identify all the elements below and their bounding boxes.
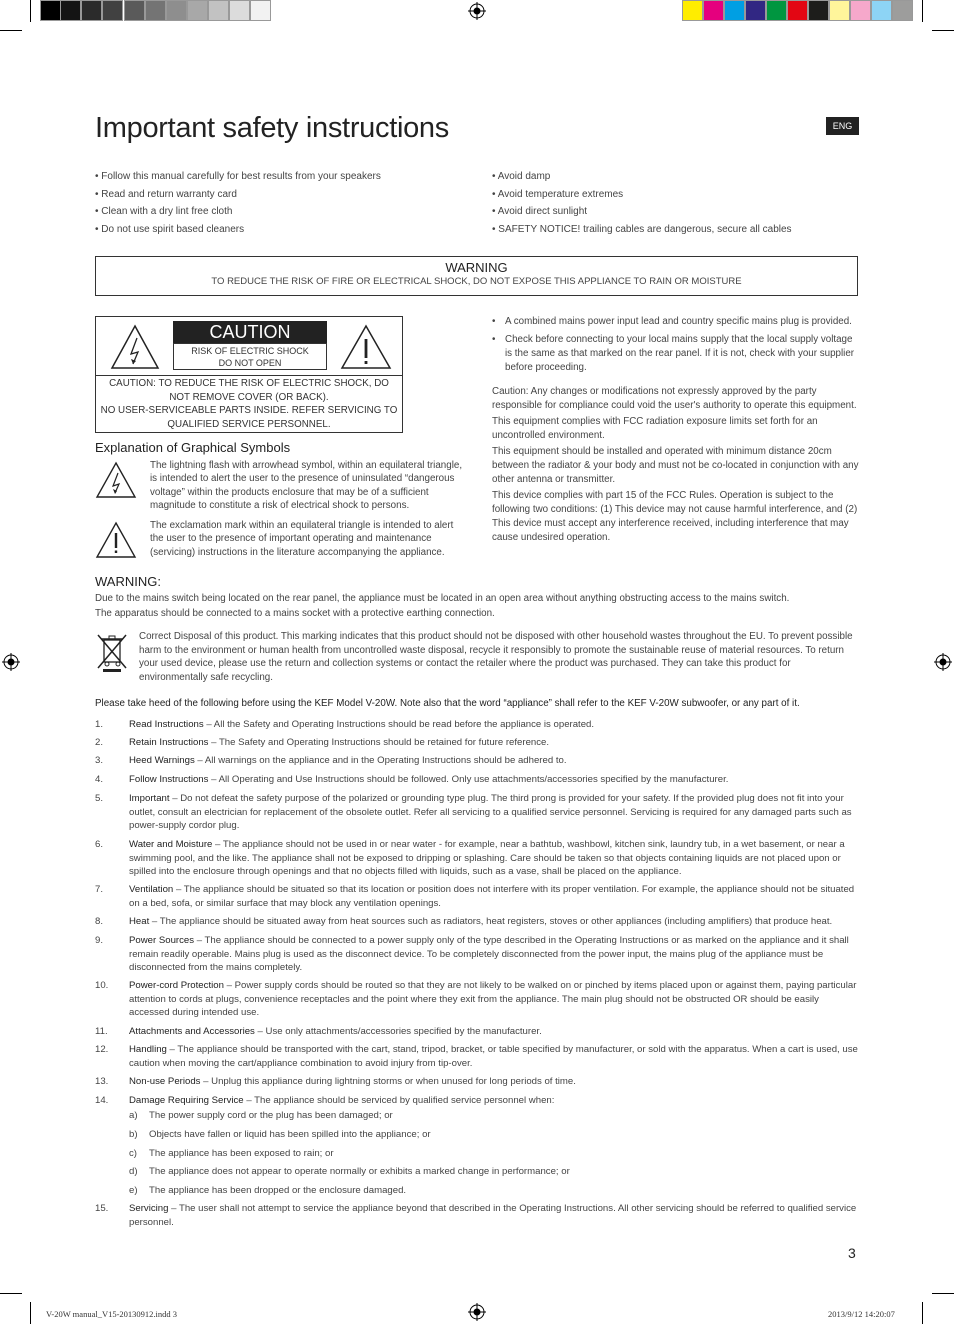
risk-label bbox=[173, 343, 327, 370]
page-number: 3 bbox=[848, 1245, 856, 1261]
bullet-item: • Check before connecting to your local mains supply that the local supply voltage is the same as that marked on the rear panel. If it is not, check with your supplier before proceeding. bbox=[492, 334, 855, 373]
intro-text: Please take heed of the following before using the KEF Model V-20W. Note also that the word “appliance” shall refer to the KEF V-20W subwoofer, or any part of it. bbox=[95, 698, 800, 709]
item-body bbox=[129, 934, 858, 975]
item-number: 8. bbox=[95, 916, 104, 927]
bullet-item: • Avoid temperature extremes bbox=[492, 188, 624, 200]
color-swatch bbox=[787, 0, 808, 21]
item-body bbox=[129, 915, 858, 929]
sub-item-letter: e) bbox=[129, 1185, 138, 1196]
color-swatch bbox=[871, 0, 892, 21]
item-text: – The appliance should be serviced by qualified service personnel when: bbox=[243, 1095, 555, 1106]
color-swatch bbox=[745, 0, 766, 21]
sub-item-text: The appliance does not appear to operate normally or exhibits a marked change in performance; or bbox=[149, 1166, 570, 1177]
fcc-paragraph: This equipment complies with FCC radiation exposure limits set forth for an uncontrolled environment. bbox=[492, 416, 818, 441]
color-swatch bbox=[682, 0, 703, 21]
item-body bbox=[129, 754, 858, 768]
item-text: – The appliance should be connected to a power supply only of the type described in the Operating Instructions or as marked on the appliance and it shall remain readily operable. Mains plug is used as the disconnect device. To be completely disconnected from the power input, the mains plug of the appliance must be disconnected from the mains completely. bbox=[129, 935, 849, 973]
item-number: 5. bbox=[95, 793, 104, 804]
general-bullets-left bbox=[95, 168, 485, 238]
mains-warning-text bbox=[95, 591, 858, 621]
item-body bbox=[129, 1043, 858, 1070]
general-bullets-right bbox=[492, 168, 858, 238]
item-text: – All warnings on the appliance and in the Operating Instructions should be adhered to. bbox=[194, 755, 567, 766]
item-text: – All Operating and Use Instructions should be followed. Only use attachments/accessories specified by the manufacturer. bbox=[208, 774, 729, 785]
bullet-item: • Avoid direct sunlight bbox=[492, 206, 588, 217]
crop-mark bbox=[30, 0, 31, 22]
item-text: – The appliance should be situated away from heat sources such as radiators, heat registers, stoves or other appliances (including amplifiers) that produce heat. bbox=[149, 916, 833, 927]
bullet-item: • Clean with a dry lint free cloth bbox=[95, 206, 233, 217]
bullet-item: • Avoid damp bbox=[492, 171, 551, 182]
item-text: – Unplug this appliance during lightning storms or when unused for long periods of time. bbox=[200, 1076, 576, 1087]
item-text: – Do not defeat the safety purpose of the polarized or grounding type plug. The third prong is provided for your safety. If the provided plug does not fit into your outlet, consult an electrician for replacement of the obsolete outlet. Refer all servicing to a qualified service personnel. Servicing is required for any damaged parts such as power-supply cordor plug. bbox=[129, 793, 852, 831]
color-swatch bbox=[829, 0, 850, 21]
gray-swatch bbox=[208, 0, 229, 21]
item-number: 9. bbox=[95, 935, 104, 946]
caution-line: CAUTION: TO REDUCE THE RISK OF ELECTRIC SHOCK, DO bbox=[109, 378, 389, 389]
sub-item-letter: a) bbox=[129, 1110, 138, 1121]
item-number: 12. bbox=[95, 1044, 109, 1055]
gray-swatch bbox=[187, 0, 208, 21]
item-text: – The appliance should be transported with the cart, stand, tripod, bracket, or table specified by manufacturer, or sold with the apparatus. When a cart is used, use caution when moving the cart/appliance combination to avoid injury from tip-over. bbox=[129, 1044, 858, 1069]
lightning-warning-icon bbox=[95, 461, 137, 499]
caution-label: CAUTION bbox=[173, 321, 327, 343]
language-badge: ENG bbox=[826, 117, 859, 135]
warning-box bbox=[95, 256, 858, 296]
item-heading: Retain Instructions bbox=[129, 737, 209, 748]
gray-swatch bbox=[102, 0, 123, 21]
color-swatch bbox=[724, 0, 745, 21]
registration-mark-icon bbox=[468, 2, 486, 20]
sub-item-letter: b) bbox=[129, 1129, 138, 1140]
item-number: 14. bbox=[95, 1095, 109, 1106]
item-text: – The appliance should not be used in or near water - for example, near a bathtub, washbowl, kitchen sink, laundry tub, in a wet basement, or near a swimming pool, and the like. The appliance shall not be exposed to dripping or splashing. Care should be taken so that objects containing liquids are not placed upon or spilled into the enclosure through openings and that no objects filled with liquids, such as a vase, shall be placed on the appliance. bbox=[129, 839, 845, 877]
page-title: Important safety instructions bbox=[95, 112, 449, 144]
bullet-item: • A combined mains power input lead and country specific mains plug is provided. bbox=[492, 316, 852, 327]
fcc-paragraph: This device complies with part 15 of the FCC Rules. Operation is subject to the following two conditions: (1) This device may not cause harmful interference, and (2) This device must accept any interference received, including interference that may cause undesired operation. bbox=[492, 490, 858, 543]
gray-swatch bbox=[250, 0, 271, 21]
warning-text: TO REDUCE THE RISK OF FIRE OR ELECTRICAL SHOCK, DO NOT EXPOSE THIS APPLIANCE TO RAIN OR MOISTURE bbox=[211, 276, 742, 287]
color-swatch bbox=[766, 0, 787, 21]
item-number: 7. bbox=[95, 884, 104, 895]
item-heading: Damage Requiring Service bbox=[129, 1095, 244, 1106]
caution-line: NOT REMOVE COVER (OR BACK). bbox=[169, 391, 329, 403]
item-heading: Non-use Periods bbox=[129, 1076, 201, 1087]
item-text: – The user shall not attempt to service the appliance beyond that described in the Operating Instructions. All other servicing should be referred to qualified service personnel. bbox=[129, 1203, 857, 1228]
bullet-item: • SAFETY NOTICE! trailing cables are dangerous, secure all cables bbox=[492, 223, 792, 235]
color-swatch bbox=[850, 0, 871, 21]
item-number: 10. bbox=[95, 980, 109, 991]
registration-mark-icon bbox=[2, 653, 20, 671]
item-heading: Heed Warnings bbox=[129, 755, 195, 766]
item-body bbox=[129, 718, 858, 732]
symbols-heading: Explanation of Graphical Symbols bbox=[95, 440, 291, 455]
item-body bbox=[129, 1075, 858, 1089]
bullet-item: • Do not use spirit based cleaners bbox=[95, 223, 245, 235]
exclamation-warning-icon bbox=[340, 324, 392, 370]
divider bbox=[96, 375, 402, 376]
registration-mark-icon bbox=[468, 1303, 486, 1321]
bullet-item: • Read and return warranty card bbox=[95, 188, 237, 200]
item-body bbox=[129, 838, 858, 879]
bullet-text: A combined mains power input lead and country specific mains plug is provided. bbox=[505, 316, 852, 327]
crop-mark bbox=[932, 30, 954, 31]
sub-item-text: The power supply cord or the plug has been damaged; or bbox=[149, 1110, 393, 1121]
warning-title: WARNING bbox=[445, 260, 508, 275]
mains-warning-line: Due to the mains switch being located on the rear panel, the appliance must be located in an open area without anything obstructing access to the mains switch. bbox=[95, 593, 790, 604]
caution-line: QUALIFIED SERVICE PERSONNEL. bbox=[167, 418, 331, 430]
lightning-warning-icon bbox=[110, 324, 160, 370]
item-body bbox=[129, 883, 858, 910]
item-text: – All the Safety and Operating Instructions should be read before the appliance is operated. bbox=[203, 719, 595, 730]
color-swatch bbox=[808, 0, 829, 21]
gray-swatch bbox=[145, 0, 166, 21]
item-text: – The appliance should be situated so that its location or position does not interfere with its proper ventilation. For example, the appliance should not be situated on a bed, sofa, or similar surface that may block any ventilation openings. bbox=[129, 884, 855, 909]
item-number: 4. bbox=[95, 774, 104, 785]
item-number: 2. bbox=[95, 737, 104, 748]
fcc-statements bbox=[492, 385, 860, 545]
fcc-paragraph: This equipment should be installed and operated with minimum distance 20cm between the radiator & your body and must not be co-located in conjunction with any other antenna or transmitter. bbox=[492, 446, 859, 485]
risk-line: DO NOT OPEN bbox=[218, 358, 282, 368]
item-heading: Important bbox=[129, 793, 170, 804]
item-text: – Use only attachments/accessories specified by the manufacturer. bbox=[254, 1026, 542, 1037]
exclamation-explanation: The exclamation mark within an equilateral triangle is intended to alert the user to the presence of important operating and maintenance (servicing) instructions in the literature accompanying the appliance. bbox=[150, 520, 454, 558]
crop-mark bbox=[922, 0, 923, 22]
sub-item-text: The appliance has been exposed to rain; or bbox=[149, 1148, 334, 1159]
caution-box bbox=[95, 316, 403, 433]
footer-file-name: V-20W manual_V15-20130912.indd 3 bbox=[46, 1309, 178, 1319]
item-heading: Handling bbox=[129, 1044, 167, 1055]
gray-swatch bbox=[124, 0, 145, 21]
color-swatch bbox=[892, 0, 913, 21]
color-swatch bbox=[703, 0, 724, 21]
item-number: 15. bbox=[95, 1203, 109, 1214]
item-heading: Servicing bbox=[129, 1203, 169, 1214]
item-heading: Power-cord Protection bbox=[129, 980, 224, 991]
item-heading: Heat bbox=[129, 916, 150, 927]
item-heading: Power Sources bbox=[129, 935, 195, 946]
crop-mark bbox=[0, 30, 22, 31]
power-bullets bbox=[492, 315, 860, 375]
bullet-item: • Follow this manual carefully for best results from your speakers bbox=[95, 171, 381, 182]
disposal-text: Correct Disposal of this product. This marking indicates that this product should not be disposed with other household wastes throughout the EU. To prevent possible harm to the environment or human health from uncontrolled waste disposal, recycle it responsibly to promote the sustainable reuse of material resources. To return your used device, please use the return and collection systems or contact the retailer where the product was purchased. They can take this product for environmentally safe recycling. bbox=[139, 631, 853, 683]
mains-warning-title: WARNING: bbox=[95, 574, 161, 589]
bullet-text: Check before connecting to your local mains supply that the local supply voltage is the same as that marked on the rear panel. If it is not, check with your supplier before proceeding. bbox=[505, 334, 855, 373]
item-text: – The Safety and Operating Instructions should be retained for future reference. bbox=[208, 737, 550, 748]
item-heading: Ventilation bbox=[129, 884, 174, 895]
gray-swatch bbox=[81, 0, 102, 21]
item-heading: Water and Moisture bbox=[129, 839, 213, 850]
sub-item-letter: d) bbox=[129, 1166, 138, 1177]
lightning-explanation: The lightning flash with arrowhead symbol, within an equilateral triangle, is intended to alert the user to the presence of uninsulated “dangerous voltage” within the products enclosure that may be of a sufficient magnitude to constitute a risk of electrical shock to persons. bbox=[150, 460, 463, 512]
crop-mark bbox=[932, 1293, 954, 1294]
item-heading: Read Instructions bbox=[129, 719, 204, 730]
item-body bbox=[129, 1094, 858, 1108]
crop-mark bbox=[0, 1293, 22, 1294]
footer-timestamp: 2013/9/12 14:20:07 bbox=[828, 1309, 895, 1319]
weee-bin-icon bbox=[95, 632, 129, 672]
item-body bbox=[129, 773, 858, 787]
item-heading: Attachments and Accessories bbox=[129, 1026, 255, 1037]
crop-mark bbox=[922, 1302, 923, 1324]
gray-swatch bbox=[40, 0, 61, 21]
caution-line: NO USER-SERVICEABLE PARTS INSIDE. REFER SERVICING TO bbox=[100, 405, 398, 416]
item-body bbox=[129, 1025, 858, 1039]
gray-swatch bbox=[60, 0, 81, 21]
exclamation-warning-icon bbox=[95, 521, 137, 559]
sub-item-text: Objects have fallen or liquid has been spilled into the appliance; or bbox=[149, 1129, 431, 1140]
gray-swatch bbox=[229, 0, 250, 21]
crop-mark bbox=[30, 1302, 31, 1324]
fcc-paragraph: Caution: Any changes or modifications not expressly approved by the party responsible for compliance could void the user's authority to operate this equipment. bbox=[492, 386, 857, 411]
sub-item-text: The appliance has been dropped or the enclosure damaged. bbox=[149, 1185, 407, 1196]
item-text: – Power supply cords should be routed so that they are not likely to be walked on or pinched by items placed upon or against them, paying particular attention to cords at plugs, convenience receptacles and the point where they exit from the appliance. The main plug should not be obstructed OR should be easily accessed during intended use. bbox=[129, 980, 857, 1018]
mains-warning-line: The apparatus should be connected to a mains socket with a protective earthing connection. bbox=[95, 608, 495, 619]
item-number: 1. bbox=[95, 719, 104, 730]
item-body bbox=[129, 979, 858, 1020]
caution-text bbox=[100, 377, 398, 431]
sub-item-letter: c) bbox=[129, 1148, 137, 1159]
item-body bbox=[129, 1202, 858, 1229]
item-body bbox=[129, 736, 858, 750]
item-number: 3. bbox=[95, 755, 104, 766]
risk-line: RISK OF ELECTRIC SHOCK bbox=[191, 346, 309, 356]
item-heading: Follow Instructions bbox=[129, 774, 209, 785]
item-number: 6. bbox=[95, 839, 104, 850]
item-number: 13. bbox=[95, 1076, 109, 1087]
item-number: 11. bbox=[95, 1026, 108, 1037]
gray-swatch bbox=[166, 0, 187, 21]
registration-mark-icon bbox=[934, 653, 952, 671]
item-body bbox=[129, 792, 858, 833]
